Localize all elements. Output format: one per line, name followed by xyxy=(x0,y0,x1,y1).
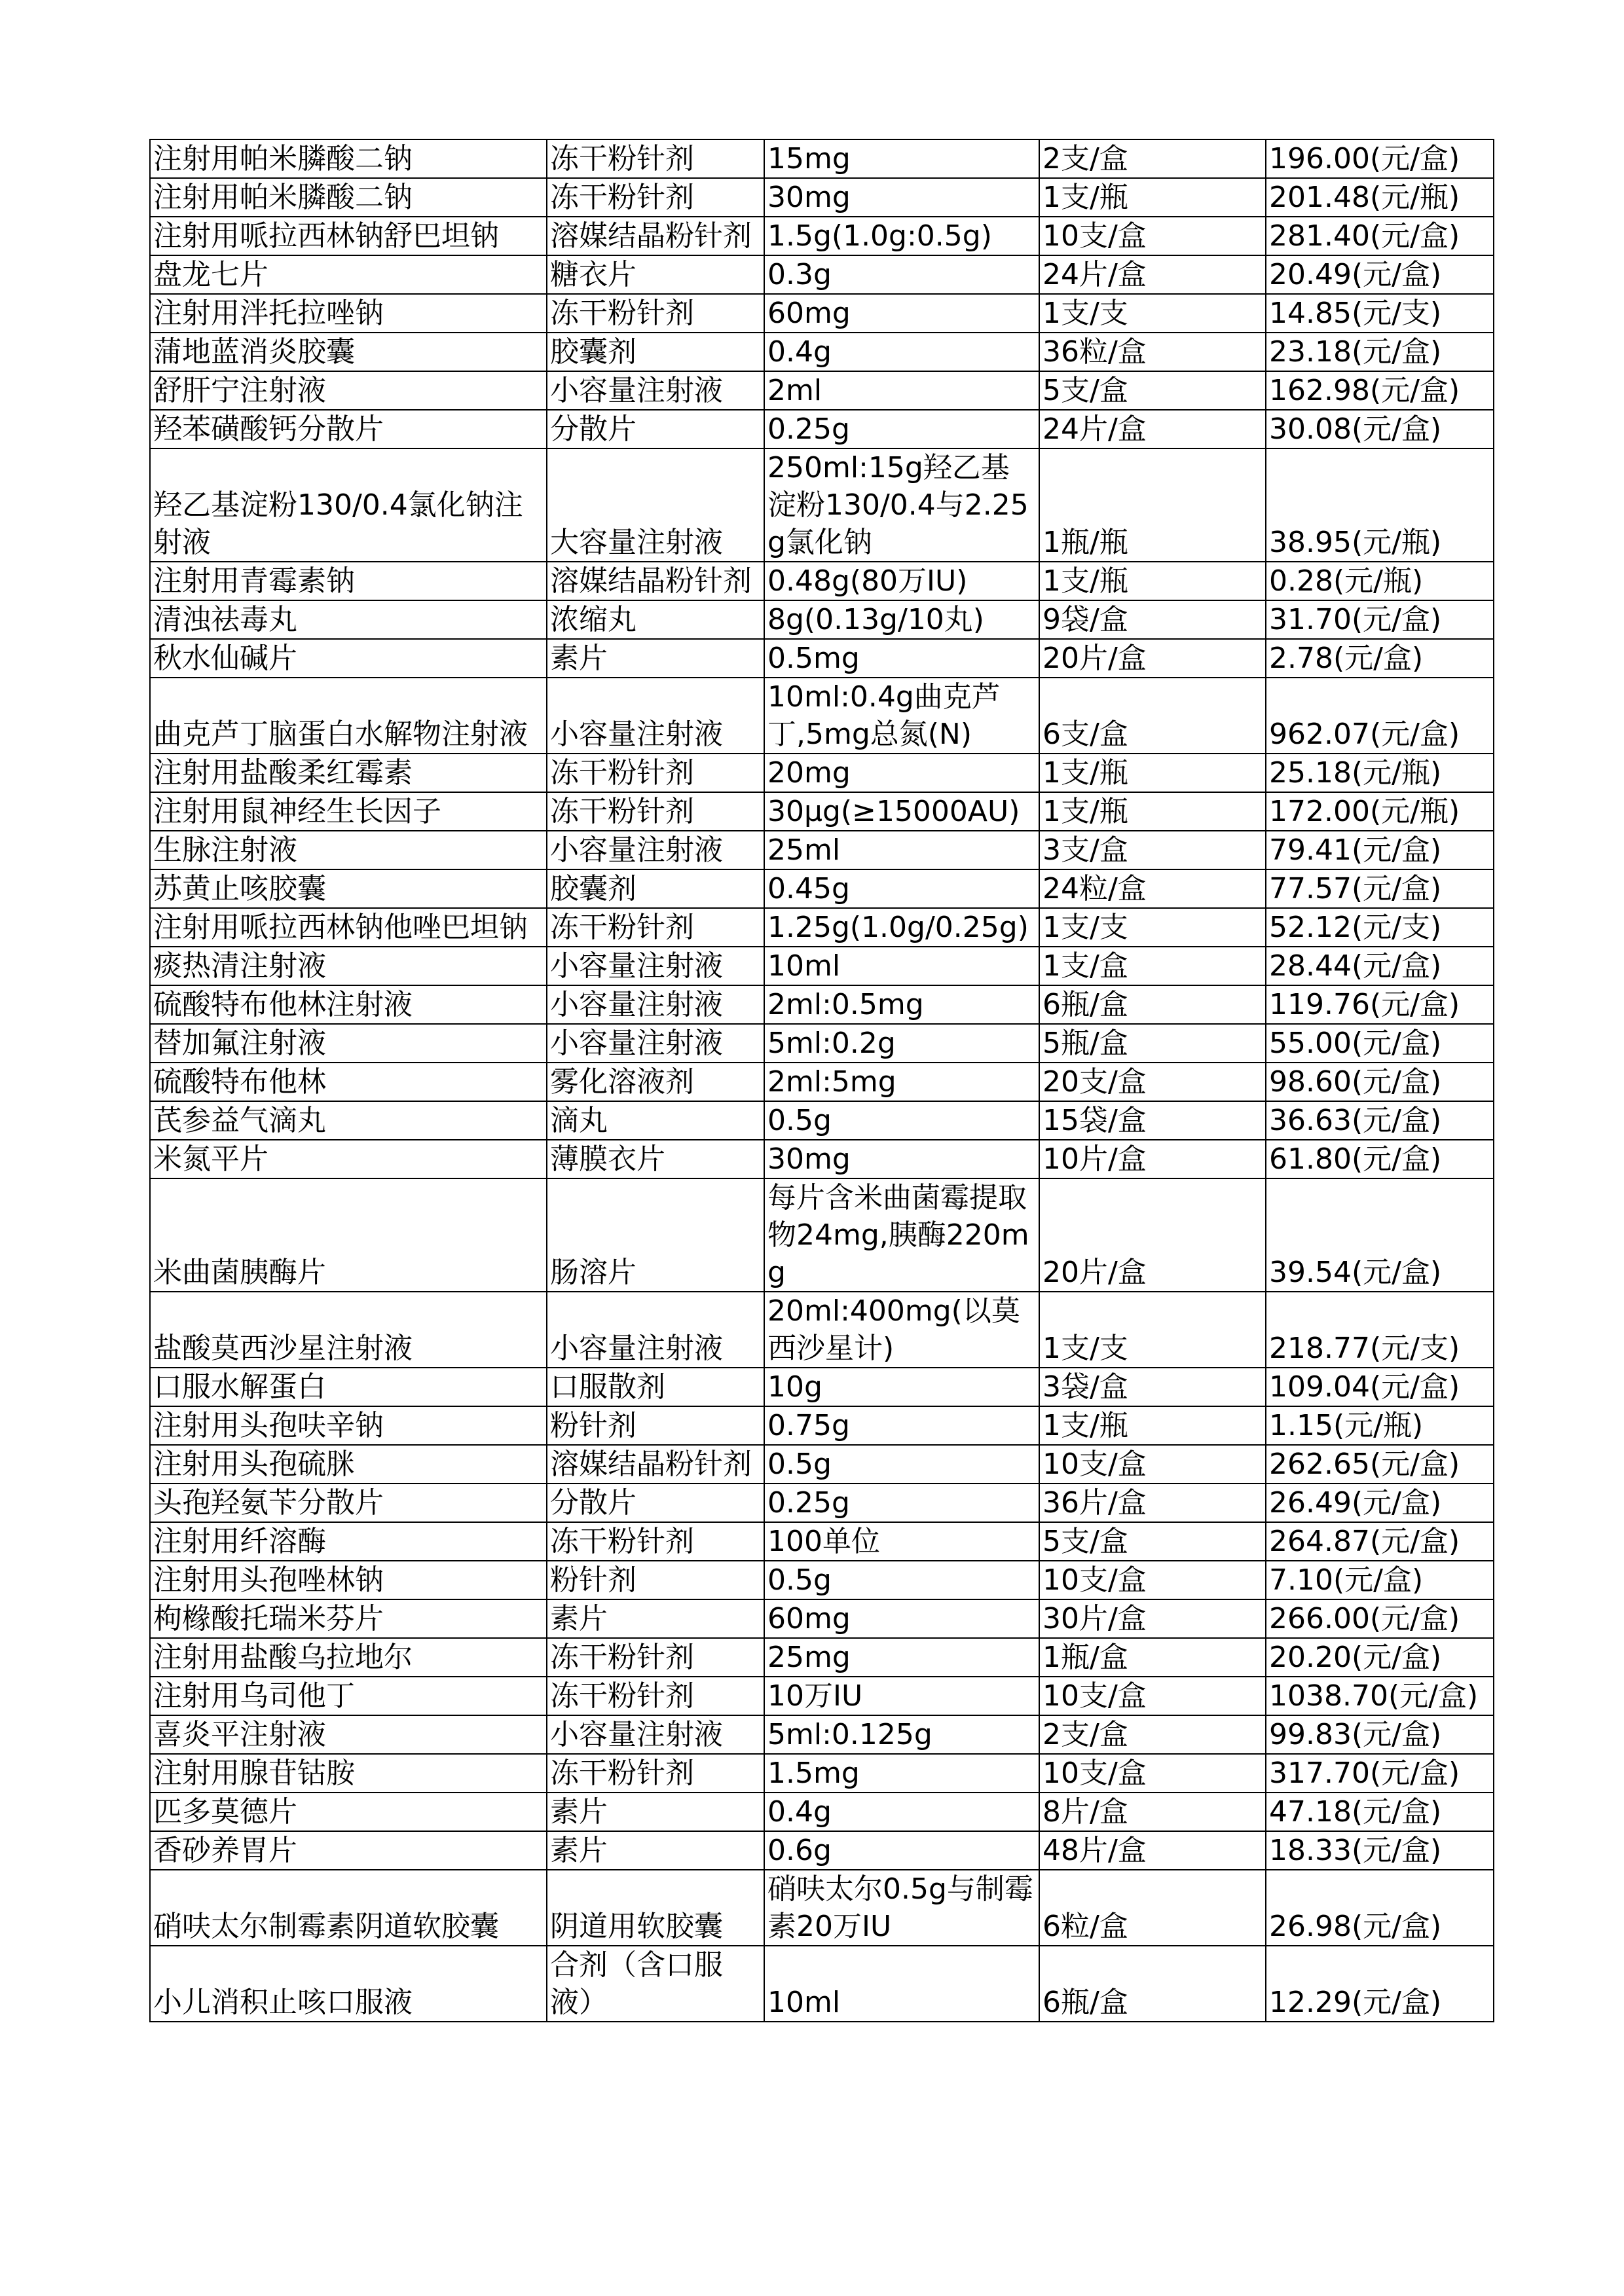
package-cell: 24片/盒 xyxy=(1039,410,1266,448)
dosage-form-cell: 口服散剂 xyxy=(547,1368,764,1406)
specification-cell: 2ml xyxy=(764,371,1039,410)
specification-cell: 25mg xyxy=(764,1638,1039,1677)
table-row xyxy=(150,255,1494,294)
package-cell: 8片/盒 xyxy=(1039,1793,1266,1831)
dosage-form-cell: 冻干粉针剂 xyxy=(547,1522,764,1561)
price-cell: 162.98(元/盒) xyxy=(1266,371,1494,410)
drug-name-cell: 注射用帕米膦酸二钠 xyxy=(150,139,547,178)
table-body xyxy=(150,139,1494,2022)
specification-cell: 60mg xyxy=(764,1599,1039,1638)
drug-name-cell: 注射用泮托拉唑钠 xyxy=(150,294,547,333)
price-cell: 55.00(元/盒) xyxy=(1266,1024,1494,1063)
dosage-form-cell: 小容量注射液 xyxy=(547,1715,764,1754)
drug-name-cell: 注射用盐酸乌拉地尔 xyxy=(150,1638,547,1677)
specification-cell: 0.5mg xyxy=(764,639,1039,678)
dosage-form-cell: 小容量注射液 xyxy=(547,678,764,754)
specification-cell: 0.4g xyxy=(764,1793,1039,1831)
package-cell: 5支/盒 xyxy=(1039,371,1266,410)
price-cell: 14.85(元/支) xyxy=(1266,294,1494,333)
table-row xyxy=(150,908,1494,947)
drug-name-cell: 生脉注射液 xyxy=(150,831,547,869)
drug-name-cell: 小儿消积止咳口服液 xyxy=(150,1946,547,2022)
dosage-form-cell: 冻干粉针剂 xyxy=(547,792,764,831)
drug-name-cell: 硝呋太尔制霉素阴道软胶囊 xyxy=(150,1870,547,1946)
drug-name-cell: 蒲地蓝消炎胶囊 xyxy=(150,333,547,371)
package-cell: 6瓶/盒 xyxy=(1039,1946,1266,2022)
specification-cell: 60mg xyxy=(764,294,1039,333)
table-row xyxy=(150,1178,1494,1292)
table-row xyxy=(150,178,1494,217)
price-cell: 26.49(元/盒) xyxy=(1266,1484,1494,1522)
drug-price-table xyxy=(149,139,1494,2022)
table-row xyxy=(150,1946,1494,2022)
table-row xyxy=(150,1561,1494,1599)
package-cell: 36片/盒 xyxy=(1039,1484,1266,1522)
package-cell: 6粒/盒 xyxy=(1039,1870,1266,1946)
specification-cell: 0.5g xyxy=(764,1445,1039,1484)
specification-cell: 25ml xyxy=(764,831,1039,869)
drug-name-cell: 注射用青霉素钠 xyxy=(150,562,547,600)
table-row xyxy=(150,1063,1494,1101)
drug-name-cell: 注射用盐酸柔红霉素 xyxy=(150,754,547,792)
dosage-form-cell: 冻干粉针剂 xyxy=(547,908,764,947)
specification-cell: 100单位 xyxy=(764,1522,1039,1561)
drug-name-cell: 喜炎平注射液 xyxy=(150,1715,547,1754)
specification-cell: 30mg xyxy=(764,1140,1039,1178)
package-cell: 2支/盒 xyxy=(1039,1715,1266,1754)
price-cell: 0.28(元/瓶) xyxy=(1266,562,1494,600)
specification-cell: 8g(0.13g/10丸) xyxy=(764,600,1039,639)
dosage-form-cell: 素片 xyxy=(547,1599,764,1638)
drug-name-cell: 硫酸特布他林 xyxy=(150,1063,547,1101)
table-row xyxy=(150,217,1494,255)
table-row xyxy=(150,1754,1494,1793)
specification-cell: 1.5g(1.0g:0.5g) xyxy=(764,217,1039,255)
specification-cell: 0.25g xyxy=(764,1484,1039,1522)
drug-name-cell: 注射用帕米膦酸二钠 xyxy=(150,178,547,217)
package-cell: 1支/瓶 xyxy=(1039,562,1266,600)
price-cell: 281.40(元/盒) xyxy=(1266,217,1494,255)
price-cell: 28.44(元/盒) xyxy=(1266,947,1494,985)
drug-name-cell: 注射用哌拉西林钠舒巴坦钠 xyxy=(150,217,547,255)
package-cell: 6瓶/盒 xyxy=(1039,985,1266,1024)
specification-cell: 30μg(≥15000AU) xyxy=(764,792,1039,831)
table-row xyxy=(150,985,1494,1024)
package-cell: 1支/支 xyxy=(1039,294,1266,333)
package-cell: 20片/盒 xyxy=(1039,639,1266,678)
dosage-form-cell: 冻干粉针剂 xyxy=(547,178,764,217)
package-cell: 6支/盒 xyxy=(1039,678,1266,754)
table-row xyxy=(150,294,1494,333)
price-cell: 1038.70(元/盒) xyxy=(1266,1677,1494,1715)
drug-name-cell: 口服水解蛋白 xyxy=(150,1368,547,1406)
drug-name-cell: 秋水仙碱片 xyxy=(150,639,547,678)
specification-cell: 1.25g(1.0g/0.25g) xyxy=(764,908,1039,947)
dosage-form-cell: 冻干粉针剂 xyxy=(547,294,764,333)
table-row xyxy=(150,678,1494,754)
table-row xyxy=(150,410,1494,448)
specification-cell: 0.45g xyxy=(764,869,1039,908)
dosage-form-cell: 冻干粉针剂 xyxy=(547,754,764,792)
specification-cell: 20ml:400mg(以莫西沙星计) xyxy=(764,1292,1039,1368)
drug-name-cell: 羟苯磺酸钙分散片 xyxy=(150,410,547,448)
dosage-form-cell: 冻干粉针剂 xyxy=(547,1638,764,1677)
specification-cell: 250ml:15g羟乙基淀粉130/0.4与2.25g氯化钠 xyxy=(764,448,1039,562)
price-cell: 7.10(元/盒) xyxy=(1266,1561,1494,1599)
drug-name-cell: 匹多莫德片 xyxy=(150,1793,547,1831)
drug-name-cell: 头孢羟氨苄分散片 xyxy=(150,1484,547,1522)
price-cell: 38.95(元/瓶) xyxy=(1266,448,1494,562)
drug-name-cell: 米曲菌胰酶片 xyxy=(150,1178,547,1292)
table-row xyxy=(150,1024,1494,1063)
drug-name-cell: 注射用头孢呋辛钠 xyxy=(150,1406,547,1445)
table-row xyxy=(150,1715,1494,1754)
package-cell: 36粒/盒 xyxy=(1039,333,1266,371)
table-row xyxy=(150,1599,1494,1638)
dosage-form-cell: 素片 xyxy=(547,639,764,678)
specification-cell: 10g xyxy=(764,1368,1039,1406)
dosage-form-cell: 胶囊剂 xyxy=(547,869,764,908)
dosage-form-cell: 小容量注射液 xyxy=(547,1292,764,1368)
price-cell: 264.87(元/盒) xyxy=(1266,1522,1494,1561)
drug-name-cell: 羟乙基淀粉130/0.4氯化钠注射液 xyxy=(150,448,547,562)
price-cell: 201.48(元/瓶) xyxy=(1266,178,1494,217)
price-cell: 77.57(元/盒) xyxy=(1266,869,1494,908)
price-cell: 47.18(元/盒) xyxy=(1266,1793,1494,1831)
drug-name-cell: 苏黄止咳胶囊 xyxy=(150,869,547,908)
dosage-form-cell: 粉针剂 xyxy=(547,1561,764,1599)
table-row xyxy=(150,1101,1494,1140)
package-cell: 10支/盒 xyxy=(1039,1445,1266,1484)
dosage-form-cell: 雾化溶液剂 xyxy=(547,1063,764,1101)
specification-cell: 硝呋太尔0.5g与制霉素20万IU xyxy=(764,1870,1039,1946)
package-cell: 1支/瓶 xyxy=(1039,178,1266,217)
package-cell: 2支/盒 xyxy=(1039,139,1266,178)
dosage-form-cell: 胶囊剂 xyxy=(547,333,764,371)
table-row xyxy=(150,371,1494,410)
dosage-form-cell: 合剂（含口服液） xyxy=(547,1946,764,2022)
dosage-form-cell: 分散片 xyxy=(547,1484,764,1522)
drug-name-cell: 盘龙七片 xyxy=(150,255,547,294)
package-cell: 20支/盒 xyxy=(1039,1063,1266,1101)
price-cell: 266.00(元/盒) xyxy=(1266,1599,1494,1638)
dosage-form-cell: 小容量注射液 xyxy=(547,947,764,985)
package-cell: 24片/盒 xyxy=(1039,255,1266,294)
specification-cell: 0.25g xyxy=(764,410,1039,448)
price-cell: 61.80(元/盒) xyxy=(1266,1140,1494,1178)
package-cell: 1支/瓶 xyxy=(1039,792,1266,831)
dosage-form-cell: 冻干粉针剂 xyxy=(547,1754,764,1793)
table-row xyxy=(150,1522,1494,1561)
price-cell: 31.70(元/盒) xyxy=(1266,600,1494,639)
dosage-form-cell: 小容量注射液 xyxy=(547,1024,764,1063)
specification-cell: 0.5g xyxy=(764,1101,1039,1140)
table-row xyxy=(150,1368,1494,1406)
price-cell: 1.15(元/瓶) xyxy=(1266,1406,1494,1445)
drug-name-cell: 注射用头孢硫脒 xyxy=(150,1445,547,1484)
table-row xyxy=(150,947,1494,985)
table-row xyxy=(150,1831,1494,1870)
drug-name-cell: 注射用腺苷钴胺 xyxy=(150,1754,547,1793)
dosage-form-cell: 小容量注射液 xyxy=(547,371,764,410)
table-row xyxy=(150,639,1494,678)
price-cell: 99.83(元/盒) xyxy=(1266,1715,1494,1754)
specification-cell: 0.4g xyxy=(764,333,1039,371)
price-cell: 25.18(元/瓶) xyxy=(1266,754,1494,792)
table-row xyxy=(150,1484,1494,1522)
package-cell: 9袋/盒 xyxy=(1039,600,1266,639)
drug-name-cell: 舒肝宁注射液 xyxy=(150,371,547,410)
price-cell: 218.77(元/支) xyxy=(1266,1292,1494,1368)
drug-name-cell: 硫酸特布他林注射液 xyxy=(150,985,547,1024)
package-cell: 48片/盒 xyxy=(1039,1831,1266,1870)
price-cell: 2.78(元/盒) xyxy=(1266,639,1494,678)
price-cell: 262.65(元/盒) xyxy=(1266,1445,1494,1484)
specification-cell: 10ml xyxy=(764,947,1039,985)
drug-name-cell: 替加氟注射液 xyxy=(150,1024,547,1063)
dosage-form-cell: 溶媒结晶粉针剂 xyxy=(547,562,764,600)
package-cell: 15袋/盒 xyxy=(1039,1101,1266,1140)
dosage-form-cell: 溶媒结晶粉针剂 xyxy=(547,1445,764,1484)
price-cell: 23.18(元/盒) xyxy=(1266,333,1494,371)
dosage-form-cell: 小容量注射液 xyxy=(547,831,764,869)
specification-cell: 每片含米曲菌霉提取物24mg,胰酶220mg xyxy=(764,1178,1039,1292)
price-cell: 12.29(元/盒) xyxy=(1266,1946,1494,2022)
package-cell: 20片/盒 xyxy=(1039,1178,1266,1292)
dosage-form-cell: 阴道用软胶囊 xyxy=(547,1870,764,1946)
table-row xyxy=(150,869,1494,908)
specification-cell: 10万IU xyxy=(764,1677,1039,1715)
package-cell: 1支/支 xyxy=(1039,1292,1266,1368)
table-row xyxy=(150,1677,1494,1715)
table-row xyxy=(150,600,1494,639)
price-cell: 20.49(元/盒) xyxy=(1266,255,1494,294)
price-cell: 52.12(元/支) xyxy=(1266,908,1494,947)
specification-cell: 10ml xyxy=(764,1946,1039,2022)
price-cell: 79.41(元/盒) xyxy=(1266,831,1494,869)
drug-name-cell: 痰热清注射液 xyxy=(150,947,547,985)
price-cell: 26.98(元/盒) xyxy=(1266,1870,1494,1946)
table-row xyxy=(150,1445,1494,1484)
drug-name-cell: 清浊祛毒丸 xyxy=(150,600,547,639)
price-cell: 119.76(元/盒) xyxy=(1266,985,1494,1024)
dosage-form-cell: 素片 xyxy=(547,1831,764,1870)
table-row xyxy=(150,1638,1494,1677)
table-row xyxy=(150,792,1494,831)
specification-cell: 0.6g xyxy=(764,1831,1039,1870)
dosage-form-cell: 肠溶片 xyxy=(547,1178,764,1292)
table-row xyxy=(150,448,1494,562)
dosage-form-cell: 滴丸 xyxy=(547,1101,764,1140)
drug-name-cell: 注射用哌拉西林钠他唑巴坦钠 xyxy=(150,908,547,947)
specification-cell: 1.5mg xyxy=(764,1754,1039,1793)
specification-cell: 0.75g xyxy=(764,1406,1039,1445)
specification-cell: 5ml:0.2g xyxy=(764,1024,1039,1063)
package-cell: 10支/盒 xyxy=(1039,1677,1266,1715)
price-cell: 109.04(元/盒) xyxy=(1266,1368,1494,1406)
price-cell: 98.60(元/盒) xyxy=(1266,1063,1494,1101)
package-cell: 3袋/盒 xyxy=(1039,1368,1266,1406)
dosage-form-cell: 粉针剂 xyxy=(547,1406,764,1445)
price-cell: 172.00(元/瓶) xyxy=(1266,792,1494,831)
table-row xyxy=(150,562,1494,600)
dosage-form-cell: 分散片 xyxy=(547,410,764,448)
drug-name-cell: 香砂养胃片 xyxy=(150,1831,547,1870)
price-cell: 317.70(元/盒) xyxy=(1266,1754,1494,1793)
specification-cell: 0.48g(80万IU) xyxy=(764,562,1039,600)
price-cell: 30.08(元/盒) xyxy=(1266,410,1494,448)
table-row xyxy=(150,1292,1494,1368)
drug-name-cell: 注射用头孢唑林钠 xyxy=(150,1561,547,1599)
specification-cell: 2ml:5mg xyxy=(764,1063,1039,1101)
specification-cell: 5ml:0.125g xyxy=(764,1715,1039,1754)
package-cell: 30片/盒 xyxy=(1039,1599,1266,1638)
specification-cell: 15mg xyxy=(764,139,1039,178)
price-cell: 196.00(元/盒) xyxy=(1266,139,1494,178)
price-cell: 962.07(元/盒) xyxy=(1266,678,1494,754)
dosage-form-cell: 素片 xyxy=(547,1793,764,1831)
package-cell: 1支/瓶 xyxy=(1039,754,1266,792)
drug-name-cell: 米氮平片 xyxy=(150,1140,547,1178)
specification-cell: 20mg xyxy=(764,754,1039,792)
table-row xyxy=(150,1140,1494,1178)
drug-name-cell: 枸橼酸托瑞米芬片 xyxy=(150,1599,547,1638)
table-row xyxy=(150,139,1494,178)
table-row xyxy=(150,1870,1494,1946)
specification-cell: 30mg xyxy=(764,178,1039,217)
dosage-form-cell: 小容量注射液 xyxy=(547,985,764,1024)
drug-name-cell: 注射用鼠神经生长因子 xyxy=(150,792,547,831)
package-cell: 5瓶/盒 xyxy=(1039,1024,1266,1063)
package-cell: 24粒/盒 xyxy=(1039,869,1266,908)
package-cell: 1支/瓶 xyxy=(1039,1406,1266,1445)
package-cell: 3支/盒 xyxy=(1039,831,1266,869)
package-cell: 10支/盒 xyxy=(1039,217,1266,255)
drug-name-cell: 芪参益气滴丸 xyxy=(150,1101,547,1140)
drug-name-cell: 曲克芦丁脑蛋白水解物注射液 xyxy=(150,678,547,754)
price-cell: 20.20(元/盒) xyxy=(1266,1638,1494,1677)
package-cell: 10支/盒 xyxy=(1039,1754,1266,1793)
dosage-form-cell: 大容量注射液 xyxy=(547,448,764,562)
specification-cell: 0.3g xyxy=(764,255,1039,294)
table-row xyxy=(150,831,1494,869)
package-cell: 10支/盒 xyxy=(1039,1561,1266,1599)
specification-cell: 10ml:0.4g曲克芦丁,5mg总氮(N) xyxy=(764,678,1039,754)
dosage-form-cell: 浓缩丸 xyxy=(547,600,764,639)
dosage-form-cell: 溶媒结晶粉针剂 xyxy=(547,217,764,255)
specification-cell: 2ml:0.5mg xyxy=(764,985,1039,1024)
price-cell: 18.33(元/盒) xyxy=(1266,1831,1494,1870)
package-cell: 1支/盒 xyxy=(1039,947,1266,985)
table-row xyxy=(150,1793,1494,1831)
table-row xyxy=(150,333,1494,371)
package-cell: 1瓶/盒 xyxy=(1039,1638,1266,1677)
specification-cell: 0.5g xyxy=(764,1561,1039,1599)
package-cell: 1瓶/瓶 xyxy=(1039,448,1266,562)
price-cell: 39.54(元/盒) xyxy=(1266,1178,1494,1292)
dosage-form-cell: 冻干粉针剂 xyxy=(547,1677,764,1715)
dosage-form-cell: 糖衣片 xyxy=(547,255,764,294)
package-cell: 10片/盒 xyxy=(1039,1140,1266,1178)
package-cell: 5支/盒 xyxy=(1039,1522,1266,1561)
dosage-form-cell: 冻干粉针剂 xyxy=(547,139,764,178)
drug-name-cell: 注射用纤溶酶 xyxy=(150,1522,547,1561)
price-cell: 36.63(元/盒) xyxy=(1266,1101,1494,1140)
drug-name-cell: 盐酸莫西沙星注射液 xyxy=(150,1292,547,1368)
package-cell: 1支/支 xyxy=(1039,908,1266,947)
drug-name-cell: 注射用乌司他丁 xyxy=(150,1677,547,1715)
dosage-form-cell: 薄膜衣片 xyxy=(547,1140,764,1178)
table-row xyxy=(150,1406,1494,1445)
table-row xyxy=(150,754,1494,792)
